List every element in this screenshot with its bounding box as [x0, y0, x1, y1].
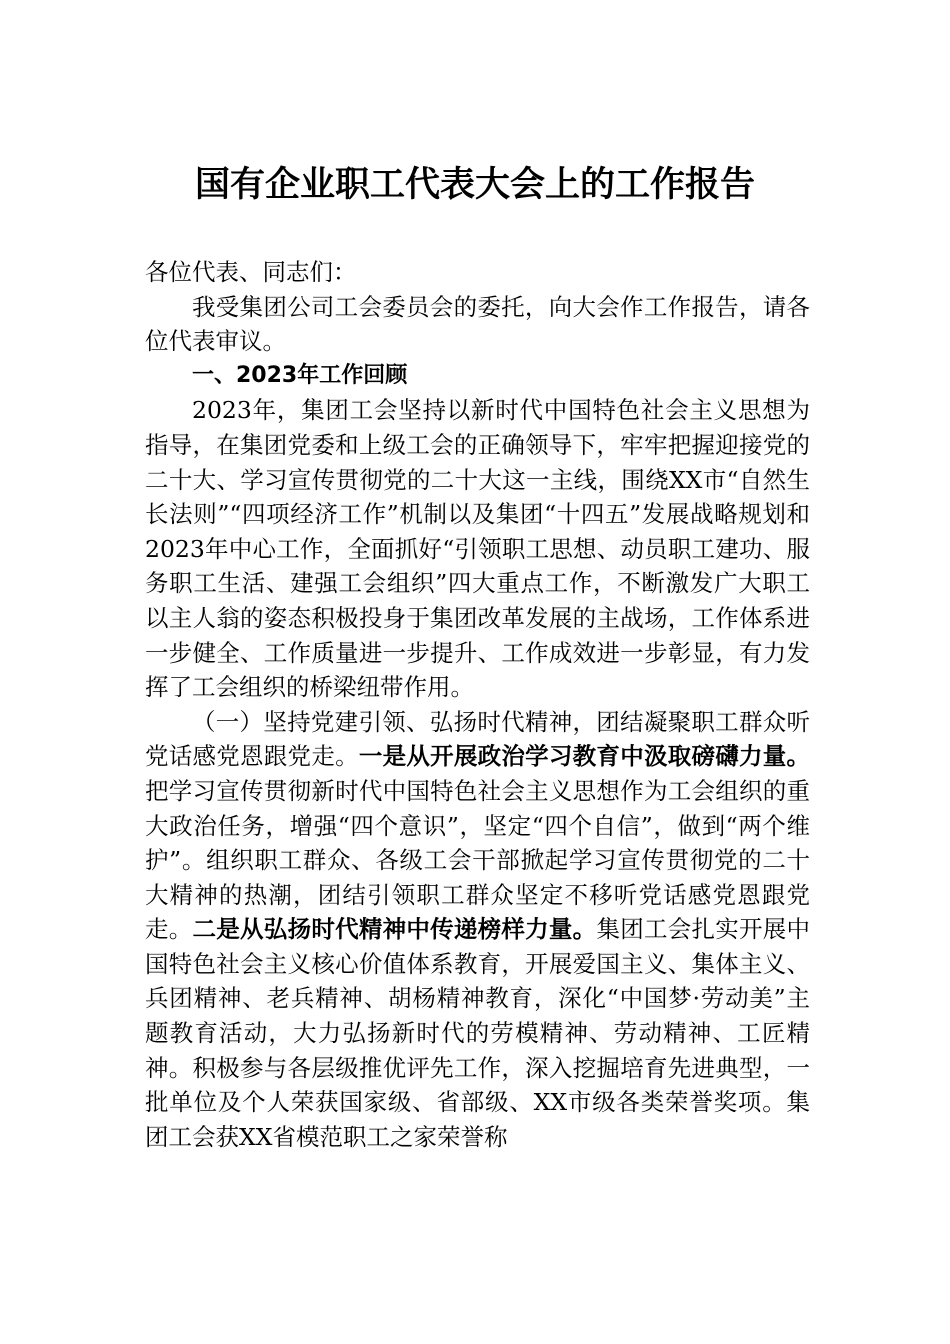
intro-paragraph: 我受集团公司工会委员会的委托，向大会作工作报告，请各位代表审议。	[145, 292, 810, 356]
point-two-text: 集团工会扎实开展中国特色社会主义核心价值体系教育，开展爱国主义、集体主义、兵团精神、老兵精神、胡杨精神教育，深化“中国梦·劳动美”主题教育活动，大力弘扬新时代的劳模精神、劳动精神、工匠精神。积极参与各层级推优评先工作，深入挖掘培育先进典型，一批单位及个人荣获国家级、省部级、XX市级各类荣誉奖项。集团工会获XX省模范职工之家荣誉称	[145, 915, 811, 1151]
section-paragraph: 2023年，集团工会坚持以新时代中国特色社会主义思想为指导，在集团党委和上级工会的正确领导下，牢牢把握迎接党的二十大、学习宣传贯彻党的二十大这一主线，围绕XX市“自然生长法则”“四项经济工作”机制以及集团“十四五”发展战略规划和2023年中心工作，全面抓好“引领职工思想、动员职工建功、服务职工生活、建强工会组织”四大重点工作，不断激发广大职工以主人翁的姿态积极投身于集团改革发展的主战场，工作体系进一步健全、工作质量进一步提升、工作成效进一步彰显，有力发挥了工会组织的桥梁纽带作用。	[145, 396, 810, 702]
point-two-title: 二是从弘扬时代精神中传递榜样力量。	[192, 915, 597, 944]
salutation: 各位代表、同志们：	[145, 258, 357, 286]
document-body	[145, 255, 810, 1154]
subsection-lead: （一）坚持党建引领、弘扬时代精神，团结凝聚职工群众听党话感党恩跟党走。	[145, 707, 810, 771]
subsection-paragraph	[145, 705, 810, 1155]
document-title: 国有企业职工代表大会上的工作报告	[194, 164, 755, 205]
point-one-text: 把学习宣传贯彻新时代中国特色社会主义思想作为工会组织的重大政治任务，增强“四个意识”，坚定“四个自信”，做到“两个维护”。组织职工群众、各级工会干部掀起学习宣传贯彻党的二十大精神的热潮，团结引领职工群众坚定不移听党话感党恩跟党走。	[145, 776, 810, 944]
section-heading: 一、2023年工作回顾	[192, 362, 408, 388]
point-one-title: 一是从开展政治学习教育中汲取磅礴力量。	[358, 742, 811, 771]
